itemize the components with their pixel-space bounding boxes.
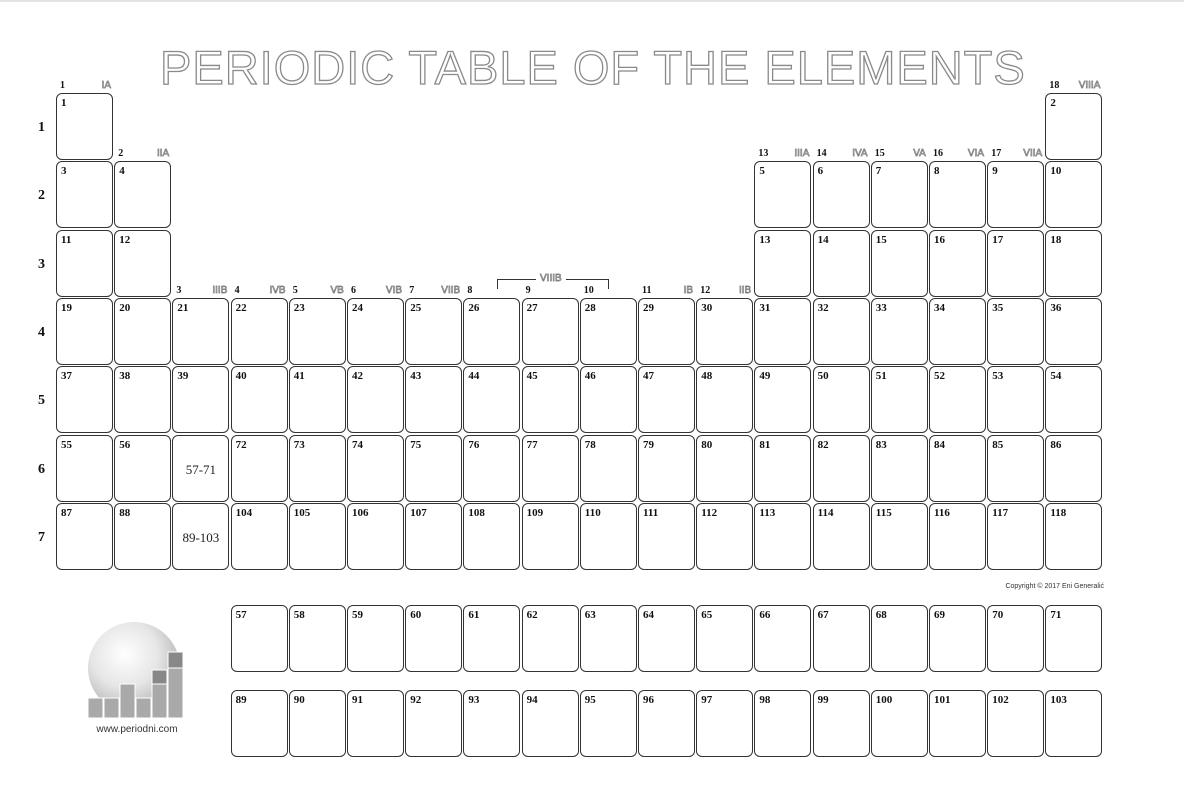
atomic-number: 99 xyxy=(817,694,829,706)
group-label-9: 9 xyxy=(525,285,531,296)
atomic-number: 75 xyxy=(410,438,422,451)
atomic-number: 48 xyxy=(701,370,713,383)
element-cell-101 xyxy=(929,690,986,757)
element-cell-90 xyxy=(289,690,346,757)
element-cell-3 xyxy=(56,161,113,228)
element-cell-46 xyxy=(580,366,637,433)
atomic-number: 109 xyxy=(526,506,544,519)
group-label-6: 6 VIB xyxy=(351,285,402,296)
atomic-number: 64 xyxy=(643,609,654,621)
atomic-number: 78 xyxy=(584,438,596,451)
element-cell-51 xyxy=(871,366,928,433)
element-cell-78 xyxy=(580,435,637,502)
group-label-12: 12 IIB xyxy=(700,285,752,296)
element-cell-26 xyxy=(463,298,520,365)
element-cell-62 xyxy=(522,605,579,672)
group-label-10: 10 xyxy=(583,285,594,296)
atomic-number: 80 xyxy=(701,438,713,451)
element-cell-30 xyxy=(696,298,753,365)
element-cell-88 xyxy=(114,503,171,570)
group-label-7: 7 VIIB xyxy=(409,285,461,296)
atomic-number: 44 xyxy=(468,370,480,383)
element-cell-108 xyxy=(463,503,520,570)
series-range: 57-71 xyxy=(185,461,217,477)
period-label-3: 3 xyxy=(38,256,45,272)
atomic-number: 74 xyxy=(352,438,363,451)
atomic-number: 90 xyxy=(293,694,305,706)
element-cell-68 xyxy=(871,605,928,672)
atomic-number: 118 xyxy=(1050,506,1067,519)
group-roman-numeral: VIIIA xyxy=(1078,80,1101,91)
element-cell-83 xyxy=(871,435,928,502)
element-cell-94 xyxy=(522,690,579,757)
atomic-number: 84 xyxy=(934,438,945,451)
atomic-number: 45 xyxy=(526,370,538,383)
element-cell-36 xyxy=(1045,298,1102,365)
atomic-number: 53 xyxy=(992,370,1004,383)
element-cell-6 xyxy=(813,161,870,228)
atomic-number: 2 xyxy=(1050,97,1056,109)
atomic-number: 27 xyxy=(526,301,538,314)
atomic-number: 72 xyxy=(235,438,247,451)
group-label-5: 5 VB xyxy=(292,285,344,296)
element-cell-56 xyxy=(114,435,171,502)
group-label-3: 3 IIIB xyxy=(176,285,228,296)
element-cell-32 xyxy=(813,298,870,365)
atomic-number: 70 xyxy=(992,609,1004,621)
element-cell-47 xyxy=(638,366,695,433)
group-roman-numeral: IVB xyxy=(269,285,286,296)
element-cell-73 xyxy=(289,435,346,502)
element-cell-10 xyxy=(1045,161,1102,228)
period-label-7: 7 xyxy=(38,529,45,545)
element-cell-9 xyxy=(987,161,1044,228)
element-cell-111 xyxy=(638,503,695,570)
atomic-number: 28 xyxy=(584,301,596,314)
atomic-number: 58 xyxy=(293,609,305,621)
element-cell-19 xyxy=(56,298,113,365)
atomic-number: 108 xyxy=(468,506,485,519)
atomic-number: 71 xyxy=(1050,609,1062,621)
periodni-logo-icon xyxy=(82,620,192,740)
atomic-number: 68 xyxy=(875,609,887,621)
group-roman-numeral: IIIB xyxy=(212,285,228,296)
copyright: Copyright © 2017 Eni Generalić xyxy=(1005,583,1104,590)
element-cell-8 xyxy=(929,161,986,228)
group-label-2: 2 IIA xyxy=(118,148,170,159)
atomic-number: 39 xyxy=(177,370,189,383)
element-cell-28 xyxy=(580,298,637,365)
atomic-number: 91 xyxy=(352,694,363,706)
atomic-number: 13 xyxy=(759,233,771,246)
group-label-1: 1 IA xyxy=(60,80,111,91)
atomic-number: 41 xyxy=(293,370,305,383)
atomic-number: 49 xyxy=(759,370,771,383)
atomic-number: 4 xyxy=(119,165,125,178)
group-roman-numeral: VIA xyxy=(967,148,984,159)
element-cell-39 xyxy=(172,366,229,433)
element-cell-115 xyxy=(871,503,928,570)
series-range: 89-103 xyxy=(182,529,220,545)
element-cell-91 xyxy=(347,690,404,757)
atomic-number: 23 xyxy=(293,301,305,314)
group-roman-numeral: VIB xyxy=(385,285,402,296)
atomic-number: 3 xyxy=(61,165,67,178)
element-cell-72 xyxy=(231,435,288,502)
group-roman-numeral: IIA xyxy=(156,148,170,159)
top-border xyxy=(0,0,1184,2)
group-label-4: 4 IVB xyxy=(234,285,286,296)
atomic-number: 105 xyxy=(293,506,311,519)
element-cell-98 xyxy=(754,690,811,757)
atomic-number: 66 xyxy=(759,609,771,621)
atomic-number: 32 xyxy=(817,301,829,314)
atomic-number: 5 xyxy=(759,165,765,178)
group-label-18: 18 VIIIA xyxy=(1049,80,1101,91)
group-label-15: 15 VA xyxy=(874,148,926,159)
atomic-number: 57 xyxy=(235,609,247,621)
atomic-number: 50 xyxy=(817,370,829,383)
atomic-number: 67 xyxy=(817,609,829,621)
atomic-number: 94 xyxy=(526,694,538,706)
atomic-number: 101 xyxy=(934,694,951,706)
element-cell-45 xyxy=(522,366,579,433)
atomic-number: 111 xyxy=(643,506,659,519)
atomic-number: 18 xyxy=(1050,233,1062,246)
element-cell-38 xyxy=(114,366,171,433)
element-cell-17 xyxy=(987,230,1044,297)
atomic-number: 47 xyxy=(643,370,654,383)
element-cell-71 xyxy=(1045,605,1102,672)
atomic-number: 26 xyxy=(468,301,480,314)
element-cell-82 xyxy=(813,435,870,502)
atomic-number: 54 xyxy=(1050,370,1062,383)
atomic-number: 88 xyxy=(119,506,131,519)
element-cell-104 xyxy=(231,503,288,570)
element-cell-55 xyxy=(56,435,113,502)
element-cell-23 xyxy=(289,298,346,365)
element-cell-64 xyxy=(638,605,695,672)
element-cell-50 xyxy=(813,366,870,433)
element-cell-18 xyxy=(1045,230,1102,297)
element-cell-77 xyxy=(522,435,579,502)
atomic-number: 6 xyxy=(817,165,824,178)
element-cell-44 xyxy=(463,366,520,433)
atomic-number: 56 xyxy=(119,438,131,451)
atomic-number: 60 xyxy=(410,609,422,621)
group-roman-numeral: IA xyxy=(101,80,111,91)
atomic-number: 55 xyxy=(61,438,72,451)
atomic-number: 106 xyxy=(352,506,369,519)
atomic-number: 11 xyxy=(61,233,72,246)
element-cell-37 xyxy=(56,366,113,433)
group-roman-numeral: IIIA xyxy=(794,148,810,159)
element-cell-102 xyxy=(987,690,1044,757)
element-cell-106 xyxy=(347,503,404,570)
element-cell-58 xyxy=(289,605,346,672)
element-cell-80 xyxy=(696,435,753,502)
element-cell-66 xyxy=(754,605,811,672)
atomic-number: 102 xyxy=(992,694,1009,706)
atomic-number: 97 xyxy=(701,694,713,706)
atomic-number: 12 xyxy=(119,233,131,246)
group-roman-numeral: IVA xyxy=(852,148,868,159)
atomic-number: 25 xyxy=(410,301,422,314)
element-cell-76 xyxy=(463,435,520,502)
atomic-number: 35 xyxy=(992,301,1004,314)
element-cell-2 xyxy=(1045,93,1102,160)
atomic-number: 19 xyxy=(61,301,72,314)
atomic-number: 98 xyxy=(759,694,771,706)
element-cell-27 xyxy=(522,298,579,365)
atomic-number: 79 xyxy=(643,438,654,451)
atomic-number: 43 xyxy=(410,370,422,383)
element-cell-118 xyxy=(1045,503,1102,570)
element-cell-15 xyxy=(871,230,928,297)
group-roman-numeral: VB xyxy=(330,285,344,296)
atomic-number: 7 xyxy=(875,165,882,178)
element-cell-97 xyxy=(696,690,753,757)
group-label-13: 13 IIIA xyxy=(758,148,810,159)
element-cell-87 xyxy=(56,503,113,570)
atomic-number: 51 xyxy=(875,370,887,383)
element-cell-21 xyxy=(172,298,229,365)
atomic-number: 117 xyxy=(992,506,1009,519)
period-label-6: 6 xyxy=(38,461,45,477)
logo-url: www.periodni.com xyxy=(96,724,178,735)
atomic-number: 61 xyxy=(468,609,480,621)
element-cell-69 xyxy=(929,605,986,672)
group-roman-numeral: IB xyxy=(683,285,693,296)
atomic-number: 103 xyxy=(1050,694,1067,706)
atomic-number: 77 xyxy=(526,438,538,451)
atomic-number: 30 xyxy=(701,301,713,314)
placeholder-cell xyxy=(172,503,229,570)
page-title: PERIODIC TABLE OF THE ELEMENTS xyxy=(160,41,1026,94)
element-cell-48 xyxy=(696,366,753,433)
element-cell-85 xyxy=(987,435,1044,502)
atomic-number: 34 xyxy=(934,301,945,314)
atomic-number: 36 xyxy=(1050,301,1062,314)
atomic-number: 96 xyxy=(643,694,654,706)
element-cell-35 xyxy=(987,298,1044,365)
atomic-number: 83 xyxy=(875,438,887,451)
element-cell-61 xyxy=(463,605,520,672)
element-cell-65 xyxy=(696,605,753,672)
atomic-number: 62 xyxy=(526,609,538,621)
element-cell-13 xyxy=(754,230,811,297)
atomic-number: 33 xyxy=(875,301,887,314)
group-roman-numeral: VA xyxy=(913,148,926,159)
atomic-number: 9 xyxy=(992,165,998,178)
atomic-number: 85 xyxy=(992,438,1004,451)
atomic-number: 24 xyxy=(352,301,363,314)
element-cell-40 xyxy=(231,366,288,433)
element-cell-113 xyxy=(754,503,811,570)
atomic-number: 82 xyxy=(817,438,829,451)
atomic-number: 100 xyxy=(875,694,893,706)
element-cell-11 xyxy=(56,230,113,297)
element-cell-79 xyxy=(638,435,695,502)
element-cell-22 xyxy=(231,298,288,365)
group-roman-numeral: VIIB xyxy=(441,285,461,296)
element-cell-29 xyxy=(638,298,695,365)
atomic-number: 16 xyxy=(934,233,945,246)
atomic-number: 107 xyxy=(410,506,427,519)
element-cell-16 xyxy=(929,230,986,297)
element-cell-1 xyxy=(56,93,113,160)
atomic-number: 87 xyxy=(61,506,72,519)
atomic-number: 73 xyxy=(293,438,305,451)
atomic-number: 95 xyxy=(584,694,596,706)
element-cell-33 xyxy=(871,298,928,365)
atomic-number: 113 xyxy=(759,506,776,519)
atomic-number: 21 xyxy=(177,301,189,314)
atomic-number: 104 xyxy=(235,506,253,519)
viiib-label: VIIIB xyxy=(536,273,566,284)
period-label-2: 2 xyxy=(38,188,45,204)
element-cell-49 xyxy=(754,366,811,433)
group-roman-numeral: VIIA xyxy=(1023,148,1043,159)
atomic-number: 37 xyxy=(61,370,72,383)
group-label-14: 14 IVA xyxy=(816,148,868,159)
atomic-number: 38 xyxy=(119,370,131,383)
element-cell-42 xyxy=(347,366,404,433)
element-cell-12 xyxy=(114,230,171,297)
atomic-number: 110 xyxy=(584,506,601,519)
atomic-number: 17 xyxy=(992,233,1004,246)
element-cell-96 xyxy=(638,690,695,757)
element-cell-43 xyxy=(405,366,462,433)
element-cell-67 xyxy=(813,605,870,672)
element-cell-52 xyxy=(929,366,986,433)
element-cell-109 xyxy=(522,503,579,570)
atomic-number: 63 xyxy=(584,609,596,621)
element-cell-110 xyxy=(580,503,637,570)
element-cell-105 xyxy=(289,503,346,570)
period-label-4: 4 xyxy=(38,324,45,340)
group-label-8: 8 xyxy=(467,285,473,296)
element-cell-24 xyxy=(347,298,404,365)
period-label-1: 1 xyxy=(38,120,45,135)
atomic-number: 93 xyxy=(468,694,480,706)
atomic-number: 81 xyxy=(759,438,771,451)
element-cell-89 xyxy=(231,690,288,757)
atomic-number: 69 xyxy=(934,609,945,621)
placeholder-cell xyxy=(172,435,229,502)
element-cell-7 xyxy=(871,161,928,228)
atomic-number: 89 xyxy=(235,694,247,706)
element-cell-84 xyxy=(929,435,986,502)
period-label-5: 5 xyxy=(38,393,45,409)
element-cell-103 xyxy=(1045,690,1102,757)
atomic-number: 29 xyxy=(643,301,654,314)
atomic-number: 59 xyxy=(352,609,363,621)
element-cell-117 xyxy=(987,503,1044,570)
element-cell-5 xyxy=(754,161,811,228)
element-cell-20 xyxy=(114,298,171,365)
atomic-number: 15 xyxy=(875,233,887,246)
atomic-number: 14 xyxy=(817,233,829,246)
atomic-number: 115 xyxy=(875,506,892,519)
atomic-number: 86 xyxy=(1050,438,1062,451)
element-cell-116 xyxy=(929,503,986,570)
element-cell-34 xyxy=(929,298,986,365)
element-cell-31 xyxy=(754,298,811,365)
group-roman-numeral: IIB xyxy=(738,285,752,296)
element-cell-81 xyxy=(754,435,811,502)
atomic-number: 20 xyxy=(119,301,131,314)
element-cell-59 xyxy=(347,605,404,672)
atomic-number: 1 xyxy=(61,97,67,109)
atomic-number: 46 xyxy=(584,370,596,383)
element-cell-60 xyxy=(405,605,462,672)
element-cell-57 xyxy=(231,605,288,672)
atomic-number: 22 xyxy=(235,301,247,314)
element-cell-86 xyxy=(1045,435,1102,502)
element-cell-95 xyxy=(580,690,637,757)
element-cell-74 xyxy=(347,435,404,502)
atomic-number: 42 xyxy=(352,370,363,383)
atomic-number: 52 xyxy=(934,370,945,383)
atomic-number: 65 xyxy=(701,609,713,621)
atomic-number: 40 xyxy=(235,370,247,383)
atomic-number: 112 xyxy=(701,506,718,519)
element-cell-112 xyxy=(696,503,753,570)
element-cell-114 xyxy=(813,503,870,570)
atomic-number: 92 xyxy=(410,694,422,706)
group-label-17: 17 VIIA xyxy=(991,148,1043,159)
element-cell-41 xyxy=(289,366,346,433)
element-cell-100 xyxy=(871,690,928,757)
group-label-11: 11 IB xyxy=(642,285,693,296)
atomic-number: 8 xyxy=(934,165,940,178)
group-label-16: 16 VIA xyxy=(933,148,984,159)
element-cell-70 xyxy=(987,605,1044,672)
atomic-number: 76 xyxy=(468,438,480,451)
element-cell-93 xyxy=(463,690,520,757)
atomic-number: 114 xyxy=(817,506,834,519)
element-cell-63 xyxy=(580,605,637,672)
element-cell-107 xyxy=(405,503,462,570)
atomic-number: 10 xyxy=(1050,165,1062,178)
atomic-number: 116 xyxy=(934,506,950,519)
element-cell-54 xyxy=(1045,366,1102,433)
element-cell-25 xyxy=(405,298,462,365)
atomic-number: 31 xyxy=(759,301,771,314)
element-cell-4 xyxy=(114,161,171,228)
element-cell-92 xyxy=(405,690,462,757)
element-cell-75 xyxy=(405,435,462,502)
element-cell-53 xyxy=(987,366,1044,433)
element-cell-14 xyxy=(813,230,870,297)
element-cell-99 xyxy=(813,690,870,757)
